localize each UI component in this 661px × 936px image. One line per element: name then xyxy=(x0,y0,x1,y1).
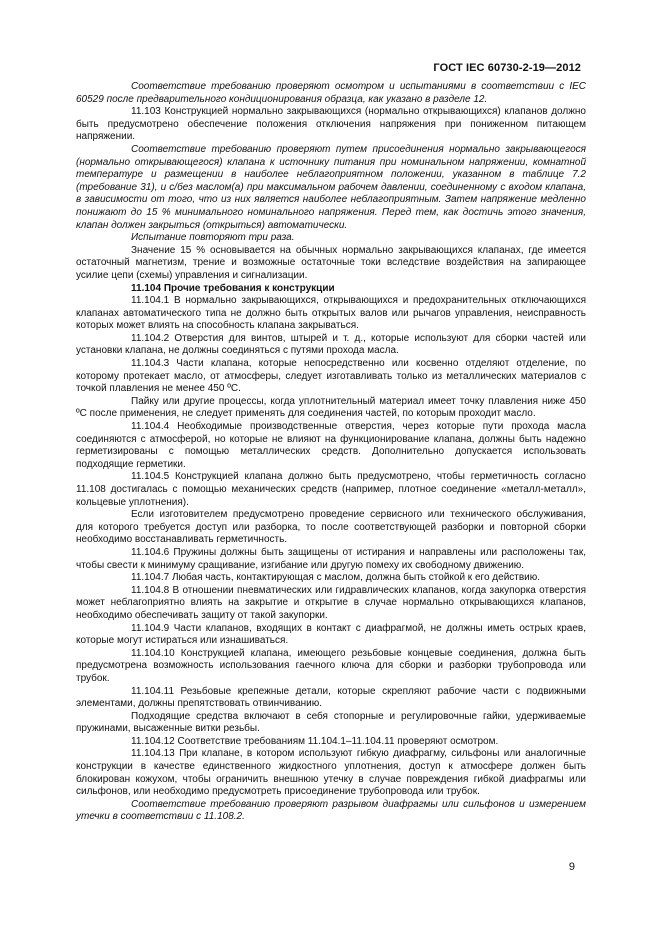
paragraph-compliance-60529: Соответствие требованию проверяют осмотром и испытаниями в соответствии с IEC 60529 после предварительного кондиционирования образца, как указано в разделе 12. xyxy=(76,81,586,105)
paragraph-repeat-test: Испытание повторяют три раза. xyxy=(131,232,295,244)
page-number: 9 xyxy=(568,861,575,873)
section-heading-11-104: 11.104 Прочие требования к конструкции xyxy=(131,282,335,294)
paragraph-compliance-rupture: Соответствие требованию проверяют разрывом диафрагмы или сильфонов и измерением утечки в соответствии с 11.108.2. xyxy=(76,798,586,823)
standard-header: ГОСТ IEC 60730-2-19—2012 xyxy=(433,62,581,74)
paragraph-11-104-7: 11.104.7 Любая часть, контактирующая с маслом, должна быть стойкой к его действию. xyxy=(131,572,541,584)
paragraph-11-104-4: 11.104.4 Необходимые производственные отверстия, через которые пути прохода масла соединяются с атмосферой, но которые не влияют на функционирование клапана, должны быть надежно герметизированы с помощью металлических средств. Дополнительно допускается использовать подходящие герметики. xyxy=(76,421,586,470)
paragraph-11-104-5: 11.104.5 Конструкцией клапана должно быть предусмотрено, чтобы герметичность согласно 11.108 достигалась с помощью механических средств (например, плотное соединение «металл-металл», кольцевые уплотнения). xyxy=(76,471,586,508)
paragraph-means: Подходящие средства включают в себя стопорные и регулировочные гайки, удерживаемые пружинами, высаженные витки резьбы. xyxy=(76,710,586,735)
paragraph-11-104-1: 11.104.1 В нормально закрывающихся, открывающихся и предохранительных отключающихся клапанах автоматического типа не должно быть открытых валов или рычагов управления, неисправность которых может влиять на способность клапана закрываться. xyxy=(76,295,586,332)
paragraph-11-104-12: 11.104.12 Соответствие требованиям 11.104.1–11.104.11 проверяют осмотром. xyxy=(131,735,499,747)
paragraph-compliance-voltage: Соответствие требованию проверяют путем присоединения нормально закрывающегося (нормально открывающегося) клапана к источнику питания при номинальном напряжении, комнатной температуре и размещении в наиболее неблагоприятном положении, указанном в таблице 7.2 (требование 31), и с/без маслом(а) при максимальном рабочем давлении, соединенному с входом клапана, в зависимости от того, что из них является наиболее неблагоприятным. Затем напряжение медленно понижают до 15 % минимального номинального напряжения. Перед тем, как достичь этого значения, клапан должен закрыться (открыться) автоматически. xyxy=(76,143,586,231)
paragraph-11-104-11: 11.104.11 Резьбовые крепежные детали, которые скрепляют рабочие части с подвижными элементами, должны препятствовать отвинчиванию. xyxy=(76,685,586,710)
paragraph-11-104-2: 11.104.2 Отверстия для винтов, штырей и т. д., которые используют для сборки частей или установки клапана, не должны соединяться с путями прохода масла. xyxy=(76,332,586,357)
paragraph-11-104-13: 11.104.13 При клапане, в котором используют гибкую диафрагму, сильфоны или аналогичные конструкции в качестве единственного жидкостного уплотнения, доступ к атмосфере должен быть блокирован кожухом, чтобы ограничить внешнюю утечку в случае повреждения гибкой диафрагмы или сильфонов, или необходимо предусмотреть присоединение трубопровода или трубок. xyxy=(76,748,586,798)
paragraph-11-104-8: 11.104.8 В отношении пневматических или гидравлических клапанов, когда закупорка отверстия может неблагоприятно влиять на закрытие и открытие в случае нормально открывающихся клапанов, необходимо обеспечивать защиту от такой закупорки. xyxy=(76,584,586,621)
paragraph-15-percent-note: Значение 15 % основывается на обычных нормально закрывающихся клапанах, где имеется остаточный магнетизм, трение и возможные остаточные токи вследствие воздействия на запирающее усилие цепи (схемы) управления и сигнализации. xyxy=(76,244,586,281)
paragraph-soldering: Пайку или другие процессы, когда уплотнительный материал имеет точку плавления ниже 450 ºC после применения, не следует применять для соединения частей, по которым проходит масло. xyxy=(76,395,586,420)
paragraph-11-104-10: 11.104.10 Конструкцией клапана, имеющего резьбовые концевые соединения, должна быть предусмотрена возможность использования гаечного ключа для сборки и разборки трубопровода или трубок. xyxy=(76,647,586,684)
paragraph-11-104-6: 11.104.6 Пружины должны быть защищены от истирания и направлены или расположены так, чтобы свести к минимуму сращивание, изгибание или другую помеху их свободному движению. xyxy=(76,546,586,571)
paragraph-11-104-3: 11.104.3 Части клапана, которые непосредственно или косвенно отделяют отделение, по которому протекает масло, от атмосферы, следует изготавливать только из металлических материалов с точкой плавления не менее 450 ºC. xyxy=(76,358,586,395)
paragraph-11-103: 11.103 Конструкцией нормально закрывающихся (нормально открывающихся) клапанов должно быть предусмотрено обеспечение положения отключения напряжения при пониженном питающем напряжении. xyxy=(76,106,586,143)
document-body xyxy=(76,81,586,824)
paragraph-service: Если изготовителем предусмотрено проведение сервисного или технического обслуживания, для которого требуется доступ или разборка, то после соответствующей разборки и повторной сборки необходимо восстанавливать герметичность. xyxy=(76,509,586,546)
paragraph-11-104-9: 11.104.9 Части клапанов, входящих в контакт с диафрагмой, не должны иметь острых краев, которые могут истираться или изнашиваться. xyxy=(76,622,586,647)
